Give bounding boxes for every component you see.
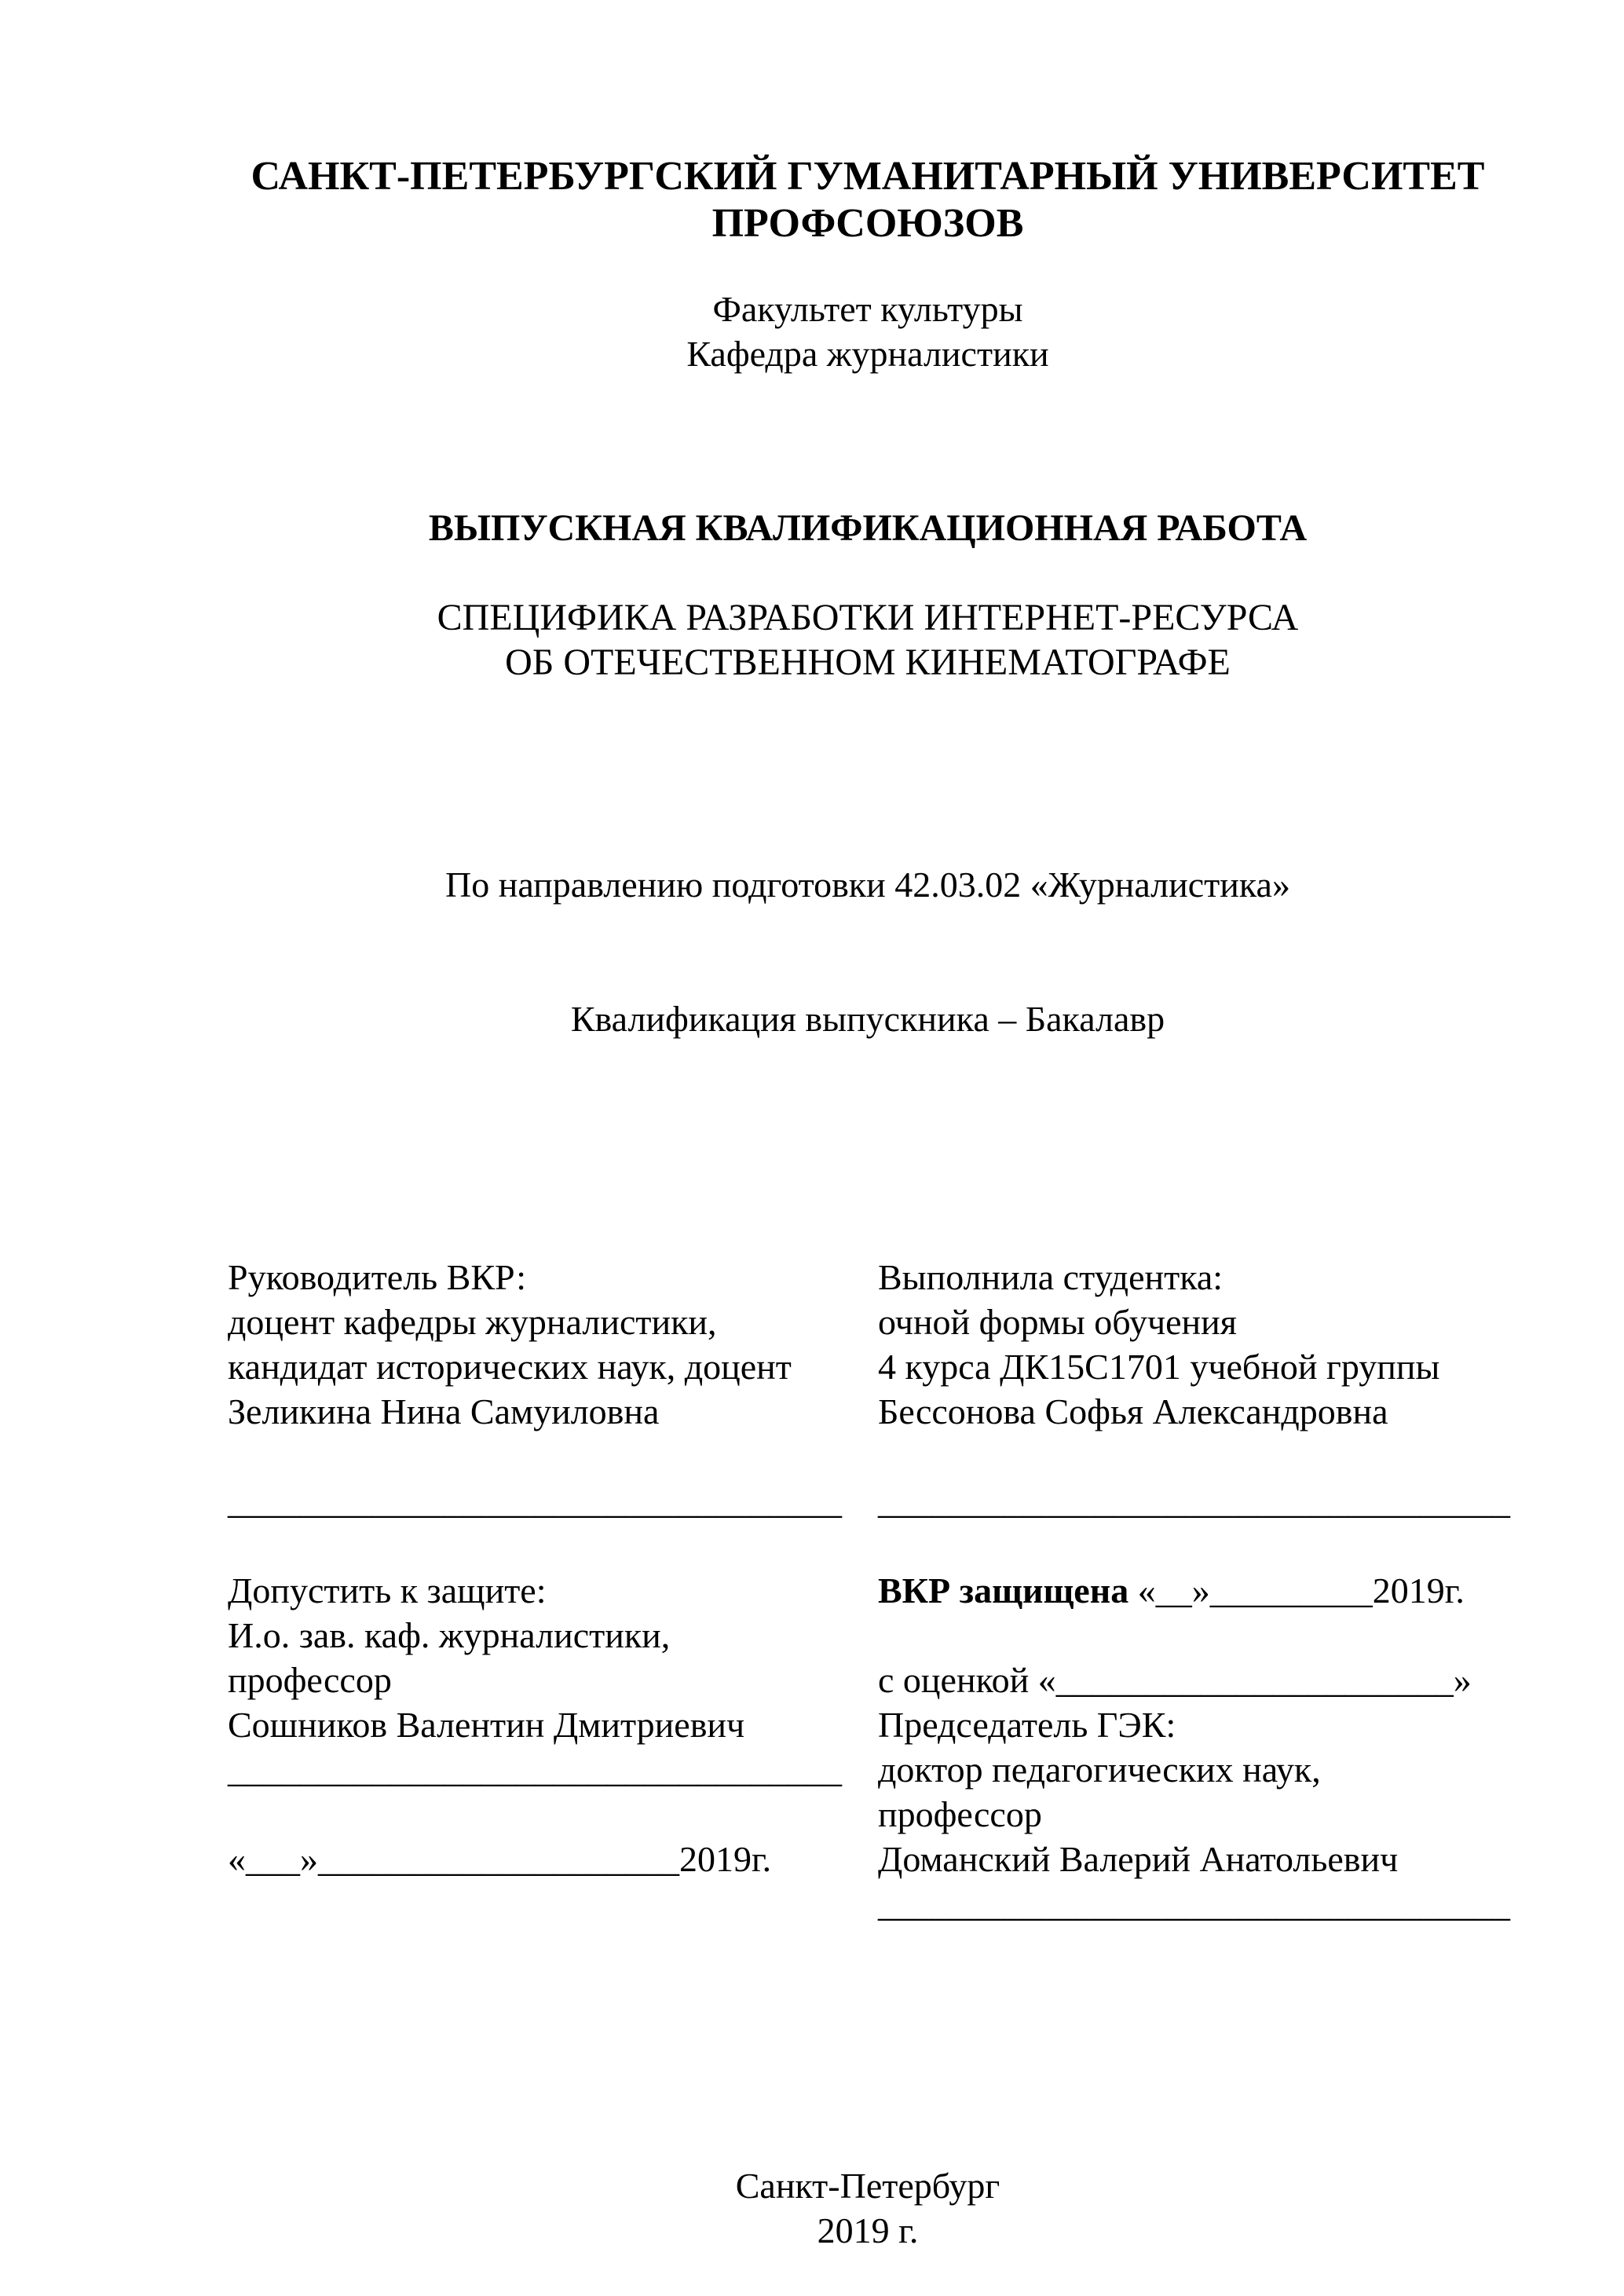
- spacer-line: [228, 1434, 878, 1479]
- supervisor-label: Руководитель ВКР:: [228, 1257, 527, 1297]
- student-group: 4 курса ДК15С1701 учебной группы: [878, 1347, 1440, 1387]
- defense-status-label: ВКР защищена: [878, 1570, 1129, 1610]
- qualification-line: Квалификация выпускника – Бакалавр: [570, 999, 1165, 1039]
- admission-rank: профессор: [228, 1660, 392, 1700]
- admission-name: Сошников Валентин Дмитриевич: [228, 1705, 745, 1745]
- spacer-line: [228, 1523, 878, 1568]
- supervisor-degree: кандидат исторических наук, доцент: [228, 1347, 792, 1387]
- faculty-name: Факультет культуры: [712, 289, 1023, 329]
- supervisor-position: доцент кафедры журналистики,: [228, 1302, 717, 1342]
- right-column: [878, 1255, 1510, 1926]
- chairman-signature-line: ___________________________________: [878, 1884, 1510, 1924]
- university-header: [228, 0, 1508, 247]
- admission-signature-line: __________________________________: [228, 1749, 842, 1790]
- page-content: [228, 0, 1508, 2253]
- left-column: [228, 1255, 878, 1926]
- student-name: Бессонова Софья Александровна: [878, 1391, 1388, 1431]
- footer-year: 2019 г.: [817, 2210, 919, 2250]
- faculty-department-block: [228, 287, 1508, 376]
- chairman-name: Доманский Валерий Анатольевич: [878, 1839, 1399, 1879]
- department-name: Кафедра журналистики: [686, 334, 1049, 374]
- supervisor-name: Зеликина Нина Самуиловна: [228, 1391, 660, 1431]
- student-label: Выполнила студентка:: [878, 1257, 1223, 1297]
- defense-grade-line: с оценкой «______________________»: [878, 1660, 1472, 1700]
- university-name-line2: ПРОФСОЮЗОВ: [711, 201, 1024, 246]
- defense-date-line: [878, 1568, 1510, 1613]
- university-name: САНКТ-ПЕТЕРБУРГСКИЙ ГУМАНИТАРНЫЙ УНИВЕРСИТЕТ: [251, 154, 1485, 199]
- work-type-heading: ВЫПУСКНАЯ КВАЛИФИКАЦИОННАЯ РАБОТА: [428, 507, 1308, 549]
- student-signature-line: ___________________________________: [878, 1481, 1510, 1521]
- spacer-line: [228, 1792, 878, 1837]
- spacer-line: [878, 1613, 1510, 1658]
- admission-position: И.о. зав. каф. журналистики,: [228, 1615, 671, 1655]
- admission-date-line: «___»____________________2019г.: [228, 1839, 772, 1879]
- student-study-form: очной формы обучения: [878, 1302, 1237, 1342]
- admission-label: Допустить к защите:: [228, 1570, 547, 1610]
- direction-block: [228, 773, 1508, 1131]
- direction-line: По направлению подготовки 42.03.02 «Журналистика»: [445, 865, 1290, 905]
- spacer-line: [878, 1523, 1510, 1568]
- chairman-degree: доктор педагогических наук,: [878, 1749, 1321, 1790]
- gek-chairman-label: Председатель ГЭК:: [878, 1705, 1176, 1745]
- spacer-line: [878, 1434, 1510, 1479]
- signatures-section: [228, 1255, 1508, 1926]
- defense-date-rest: «__»_________2019г.: [1128, 1570, 1465, 1610]
- thesis-title: [228, 595, 1508, 685]
- spacer-line: [228, 1881, 878, 1926]
- thesis-title-line2: ОБ ОТЕЧЕСТВЕННОМ КИНЕМАТОГРАФЕ: [505, 642, 1231, 683]
- footer-block: [228, 2163, 1508, 2253]
- thesis-title-line1: СПЕЦИФИКА РАЗРАБОТКИ ИНТЕРНЕТ-РЕСУРСА: [437, 597, 1299, 638]
- supervisor-signature-line: __________________________________: [228, 1481, 842, 1521]
- chairman-rank: профессор: [878, 1794, 1042, 1834]
- footer-city: Санкт-Петербург: [735, 2166, 1000, 2206]
